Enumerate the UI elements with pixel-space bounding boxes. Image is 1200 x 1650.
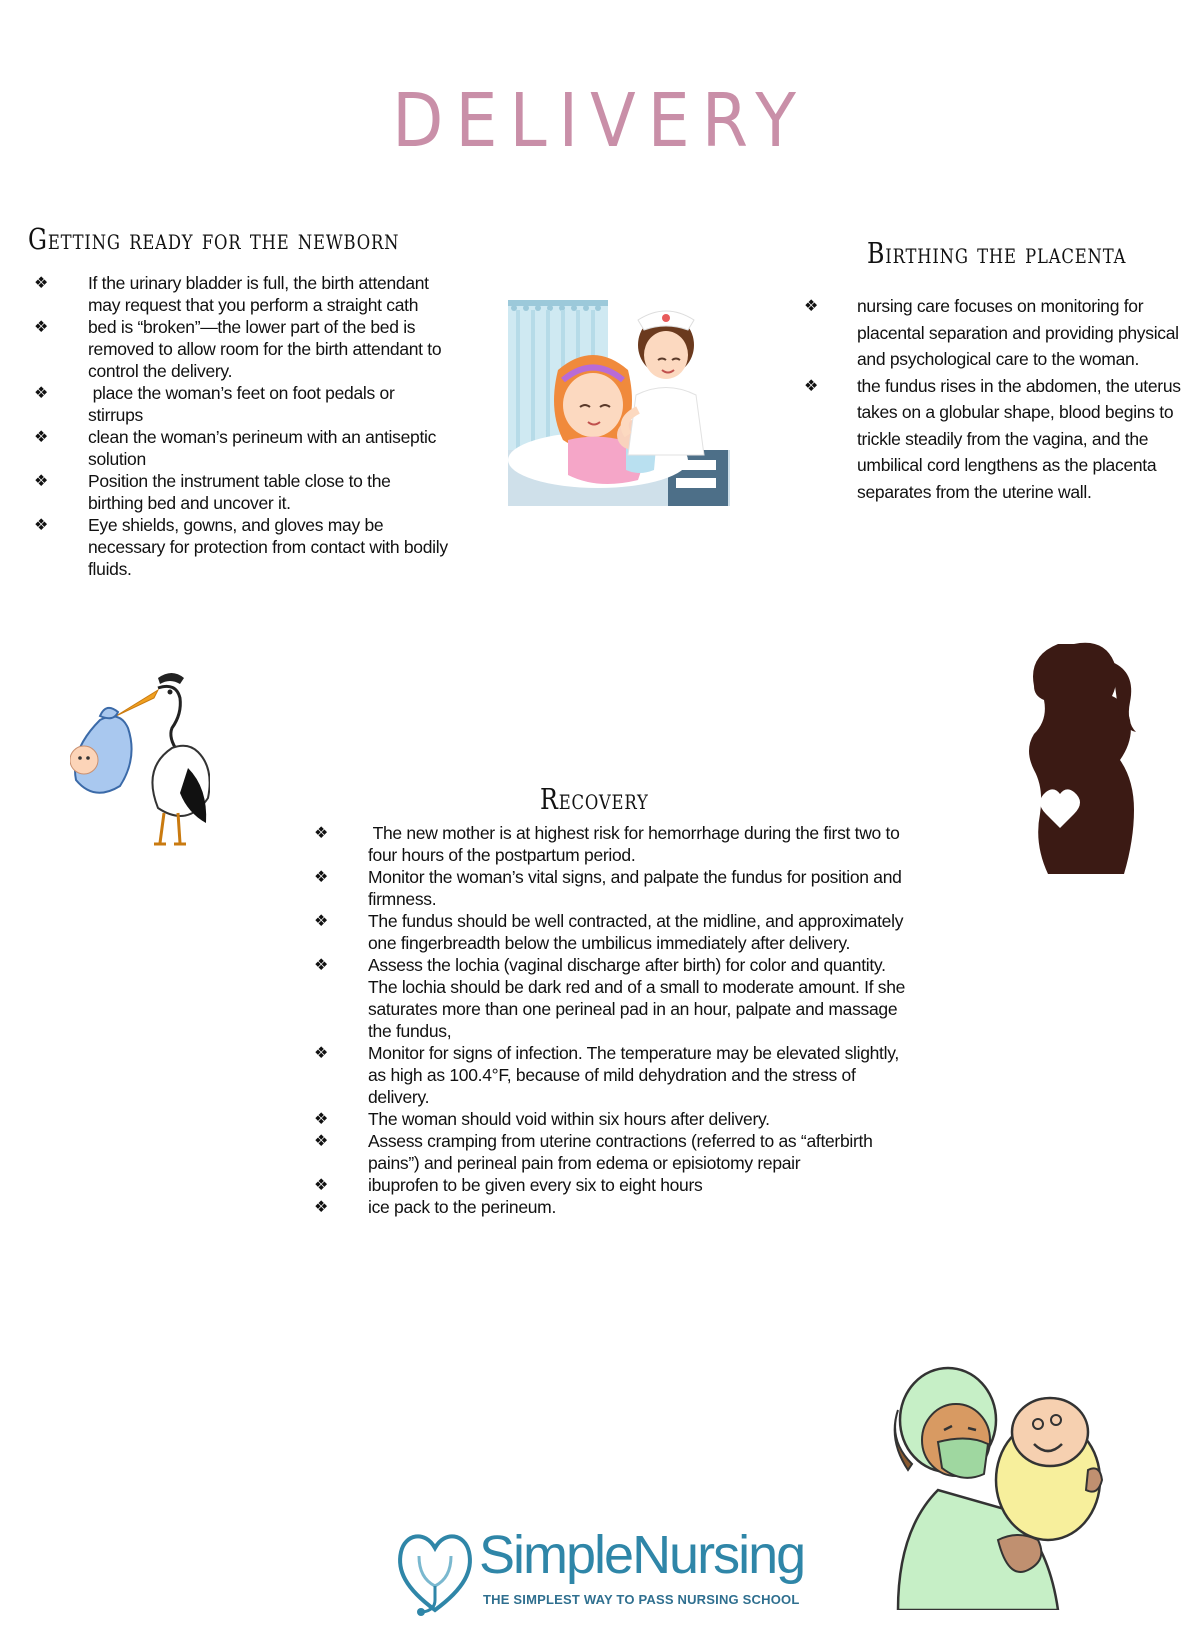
list-item-text: clean the woman’s perineum with an antiseptic solution bbox=[88, 427, 441, 469]
list-item-text: Position the instrument table close to the birthing bed and uncover it. bbox=[88, 471, 396, 513]
recovery-list-item bbox=[310, 954, 910, 1042]
placenta-list-item bbox=[800, 293, 1190, 373]
list-item-text: Monitor for signs of infection. The temperature may be elevated slightly, as high as 100.4°F, because of mild dehydration and the stress of delivery. bbox=[368, 1043, 904, 1107]
mother-nurse-illustration bbox=[508, 300, 730, 506]
list-item-text: Monitor the woman’s vital signs, and palpate the fundus for position and firmness. bbox=[368, 867, 907, 909]
bullet-diamond-icon: ❖ bbox=[34, 471, 49, 490]
bullet-diamond-icon: ❖ bbox=[34, 515, 49, 534]
bullet-diamond-icon: ❖ bbox=[34, 317, 49, 336]
list-item-text: ibuprofen to be given every six to eight hours bbox=[368, 1175, 703, 1195]
bullet-diamond-icon: ❖ bbox=[314, 1043, 329, 1062]
list-item-text: Assess cramping from uterine contractions (referred to as “afterbirth pains”) and perineal pain from edema or episiotomy repair bbox=[368, 1131, 878, 1173]
bullet-diamond-icon: ❖ bbox=[34, 273, 49, 292]
list-item-text: place the woman’s feet on foot pedals or stirrups bbox=[88, 383, 400, 425]
bullet-diamond-icon: ❖ bbox=[314, 1197, 329, 1216]
recovery-list-item bbox=[310, 910, 910, 954]
bullet-diamond-icon: ❖ bbox=[804, 375, 819, 395]
recovery-list-item bbox=[310, 866, 910, 910]
recovery-list-item bbox=[310, 822, 910, 866]
bullet-diamond-icon: ❖ bbox=[314, 1109, 329, 1128]
list-item-text: the fundus rises in the abdomen, the uterus takes on a globular shape, blood begins to trickle steadily from the vagina, and the umbilical cord lengthens as the placenta separates from the uterine wall. bbox=[857, 375, 1186, 502]
section-heading-getting-ready: Getting ready for the newborn bbox=[28, 222, 400, 256]
bullet-diamond-icon: ❖ bbox=[314, 1175, 329, 1194]
getting-ready-list-item bbox=[30, 382, 450, 426]
list-item-text: Assess the lochia (vaginal discharge after birth) for color and quantity. The lochia should be dark red and of a small to moderate amount. If she saturates more than one perineal pad in an hour, palpate and massage the fundus, bbox=[368, 955, 910, 1041]
placenta-list-item bbox=[800, 373, 1190, 506]
bullet-diamond-icon: ❖ bbox=[34, 383, 49, 402]
recovery-list-item bbox=[310, 1174, 910, 1196]
recovery-list bbox=[310, 822, 910, 1218]
stork-illustration bbox=[70, 668, 210, 848]
bullet-diamond-icon: ❖ bbox=[314, 955, 329, 974]
logo-wordmark bbox=[479, 1524, 804, 1586]
recovery-list-item bbox=[310, 1196, 910, 1218]
logo-word-nursing: Nursing bbox=[632, 1525, 805, 1585]
logo-tagline: THE SIMPLEST WAY TO PASS NURSING SCHOOL bbox=[483, 1592, 800, 1607]
getting-ready-list-item bbox=[30, 514, 453, 580]
bullet-diamond-icon: ❖ bbox=[804, 296, 819, 315]
list-item-text: The woman should void within six hours after delivery. bbox=[368, 1109, 770, 1129]
bullet-diamond-icon: ❖ bbox=[314, 1131, 329, 1150]
list-item-text: The new mother is at highest risk for hemorrhage during the first two to four hours of the postpartum period. bbox=[368, 823, 905, 865]
simple-nursing-logo bbox=[395, 1518, 815, 1623]
getting-ready-list bbox=[30, 272, 453, 580]
heart-stethoscope-icon bbox=[395, 1522, 475, 1620]
list-item-text: The fundus should be well contracted, at the midline, and approximately one fingerbreadth below the umbilicus immediately after delivery. bbox=[368, 911, 908, 953]
placenta-list bbox=[800, 293, 1190, 505]
list-item-text: bed is “broken”—the lower part of the bed is removed to allow room for the birth attendant to control the delivery. bbox=[88, 317, 446, 381]
recovery-list-item bbox=[310, 1108, 910, 1130]
nurse-holding-baby-illustration bbox=[878, 1360, 1108, 1610]
page-title: DELIVERY bbox=[392, 78, 808, 164]
getting-ready-list-item bbox=[30, 470, 450, 514]
bullet-diamond-icon: ❖ bbox=[34, 427, 49, 446]
section-heading-placenta: Birthing the placenta bbox=[867, 236, 1127, 270]
getting-ready-list-item bbox=[30, 272, 450, 316]
list-item-text: If the urinary bladder is full, the birth attendant may request that you perform a straight cath bbox=[88, 273, 434, 315]
getting-ready-list-item bbox=[30, 426, 450, 470]
pregnant-silhouette-illustration bbox=[1012, 638, 1152, 878]
list-item-text: ice pack to the perineum. bbox=[368, 1197, 557, 1217]
list-item-text: nursing care focuses on monitoring for placental separation and providing physical and psychological care to the woman. bbox=[857, 296, 1184, 369]
section-heading-recovery: Recovery bbox=[540, 782, 649, 816]
list-item-text: Eye shields, gowns, and gloves may be necessary for protection from contact with bodily fluids. bbox=[88, 515, 453, 579]
bullet-diamond-icon: ❖ bbox=[314, 823, 329, 842]
bullet-diamond-icon: ❖ bbox=[314, 911, 329, 930]
bullet-diamond-icon: ❖ bbox=[314, 867, 329, 886]
logo-word-simple: Simple bbox=[479, 1525, 633, 1585]
recovery-list-item bbox=[310, 1130, 910, 1174]
recovery-list-item bbox=[310, 1042, 910, 1108]
getting-ready-list-item bbox=[30, 316, 450, 382]
